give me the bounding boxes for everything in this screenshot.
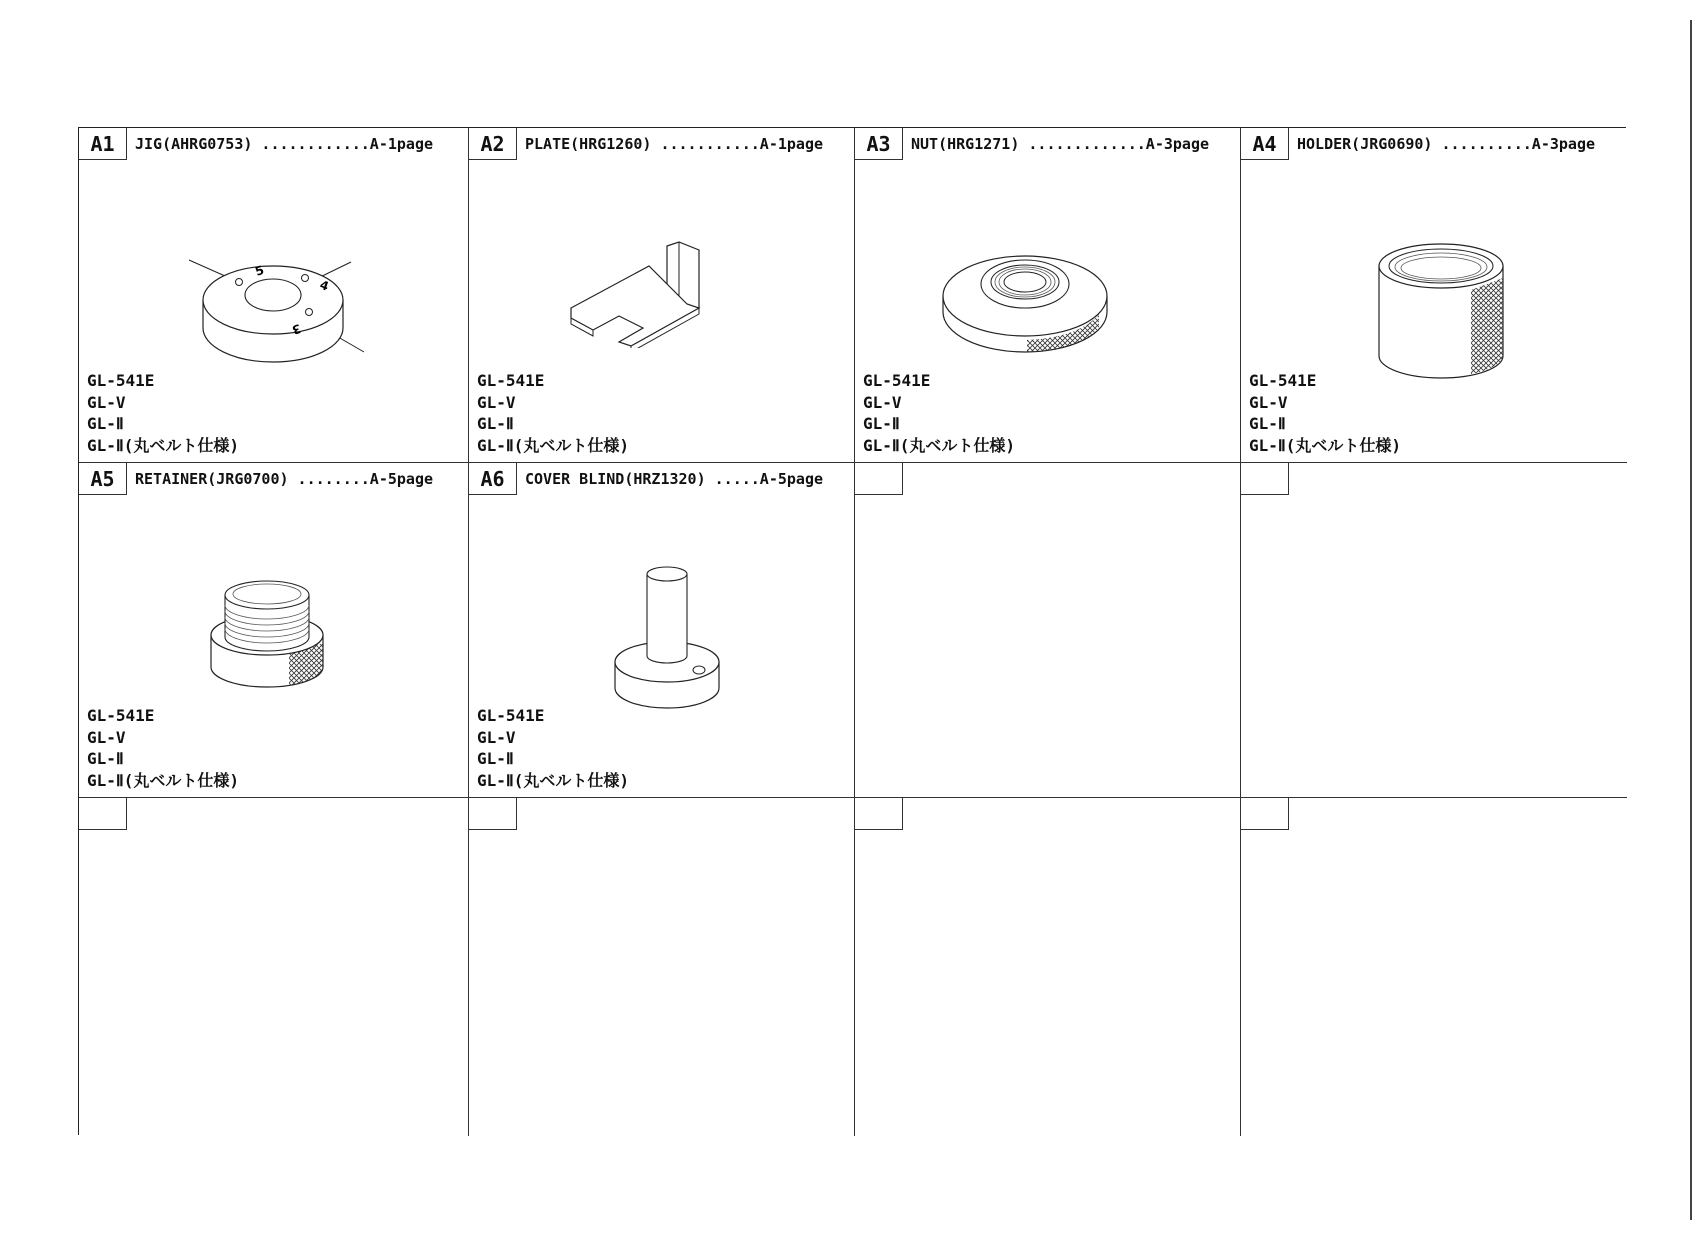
model-item: GL-Ⅱ	[863, 414, 900, 433]
part-tag: A2	[469, 128, 517, 160]
model-item: GL-V	[477, 727, 516, 747]
empty-tag-box	[1241, 463, 1289, 495]
threaded-retainer-icon	[209, 573, 339, 703]
model-item: GL-541E	[863, 371, 931, 390]
model-item: GL-Ⅱ(丸ベルト仕様)	[477, 435, 630, 455]
threaded-holder-icon	[1371, 238, 1511, 388]
empty-cell	[1241, 798, 1627, 1136]
empty-cell	[855, 463, 1241, 798]
model-list	[1249, 370, 1401, 456]
model-list	[477, 705, 629, 791]
part-cell-a5	[79, 463, 469, 798]
part-title: RETAINER(JRG0700) ........A-5page	[135, 470, 434, 488]
model-item: GL-Ⅱ	[87, 414, 124, 433]
part-cell-a1	[79, 128, 469, 463]
part-cell-a3	[855, 128, 1241, 463]
model-item: GL-V	[1249, 392, 1288, 412]
empty-tag-box	[855, 798, 903, 830]
model-item: GL-541E	[1249, 371, 1317, 390]
model-item: GL-541E	[87, 706, 155, 725]
part-cell-a2	[469, 128, 855, 463]
part-title: PLATE(HRG1260) ...........A-1page	[525, 135, 824, 153]
model-item: GL-541E	[87, 371, 155, 390]
empty-cell	[79, 798, 469, 1136]
part-title: NUT(HRG1271) .............A-3page	[911, 135, 1210, 153]
part-cell-a6	[469, 463, 855, 798]
model-item: GL-V	[87, 392, 126, 412]
model-item: GL-Ⅱ	[87, 749, 124, 768]
scan-edge-line	[1690, 20, 1692, 1220]
model-item: GL-Ⅱ(丸ベルト仕様)	[87, 435, 240, 455]
part-title: COVER BLIND(HRZ1320) .....A-5page	[525, 470, 824, 488]
model-item: GL-Ⅱ(丸ベルト仕様)	[863, 435, 1016, 455]
part-tag: A6	[469, 463, 517, 495]
empty-tag-box	[469, 798, 517, 830]
model-item: GL-541E	[477, 371, 545, 390]
model-item: GL-Ⅱ(丸ベルト仕様)	[87, 770, 240, 790]
jig-mark-5: 5	[253, 262, 266, 279]
model-list	[87, 705, 239, 791]
part-tag: A5	[79, 463, 127, 495]
part-tag: A1	[79, 128, 127, 160]
empty-tag-box	[79, 798, 127, 830]
model-item: GL-V	[477, 392, 516, 412]
jig-mark-3: 3	[290, 321, 303, 338]
empty-cell	[855, 798, 1241, 1136]
empty-cell	[1241, 463, 1627, 798]
jig-ring-icon	[179, 248, 379, 368]
part-title: HOLDER(JRG0690) ..........A-3page	[1297, 135, 1596, 153]
model-item: GL-Ⅱ	[477, 749, 514, 768]
parts-index-sheet	[78, 127, 1626, 1135]
empty-tag-box	[855, 463, 903, 495]
model-item: GL-Ⅱ(丸ベルト仕様)	[477, 770, 630, 790]
part-cell-a4	[1241, 128, 1627, 463]
model-item: GL-541E	[477, 706, 545, 725]
part-tag: A3	[855, 128, 903, 160]
model-item: GL-Ⅱ	[477, 414, 514, 433]
model-list	[87, 370, 239, 456]
model-item: GL-V	[87, 727, 126, 747]
part-title: JIG(AHRG0753) ............A-1page	[135, 135, 434, 153]
plate-bracket-icon	[569, 238, 739, 348]
model-item: GL-Ⅱ	[1249, 414, 1286, 433]
cover-blind-icon	[609, 558, 729, 718]
knurled-nut-icon	[935, 248, 1115, 368]
model-list	[863, 370, 1015, 456]
model-list	[477, 370, 629, 456]
part-tag: A4	[1241, 128, 1289, 160]
model-item: GL-Ⅱ(丸ベルト仕様)	[1249, 435, 1402, 455]
model-item: GL-V	[863, 392, 902, 412]
empty-cell	[469, 798, 855, 1136]
jig-mark-4: 4	[317, 277, 331, 294]
empty-tag-box	[1241, 798, 1289, 830]
